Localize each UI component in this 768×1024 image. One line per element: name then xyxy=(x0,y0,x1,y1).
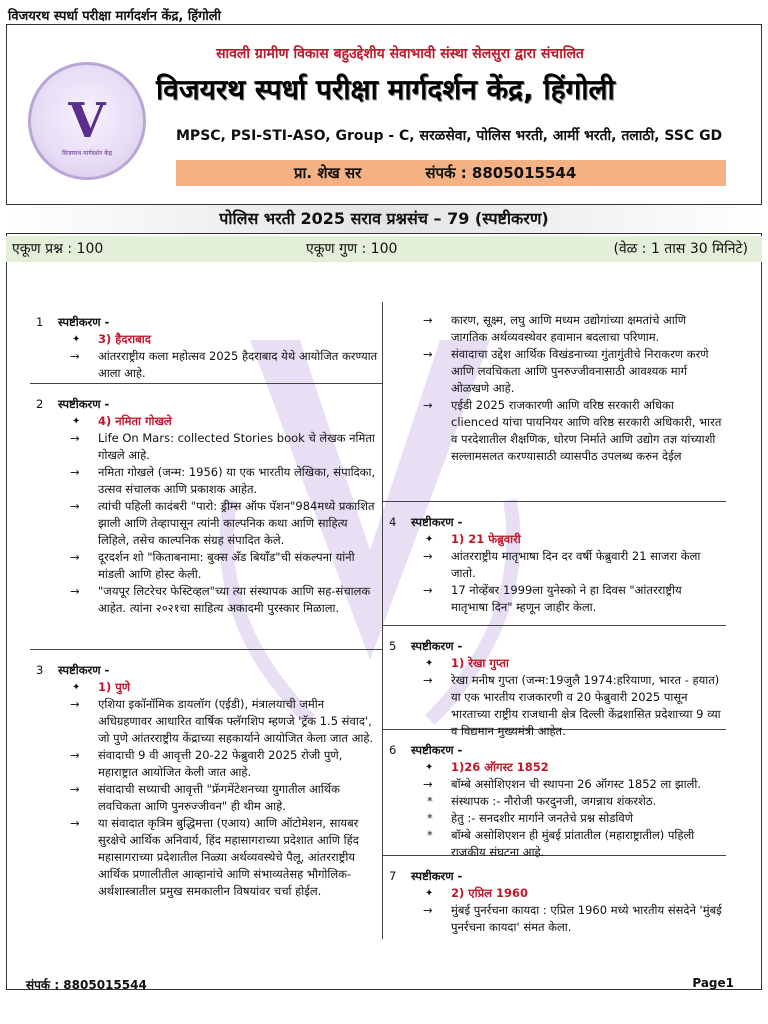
explanation-line: → रेखा मनीष गुप्ता (जन्म:19जुलै 1974:हरियाणा, भारत - हयात) या एक भारतीय राजकारणी व 20 फेब्रुवारी 2025 पासून भारताच्या राष्ट्रीय राजधानी क्षेत्र दिल्ली केंद्रशासित प्रदेशाच्या 9 व्या व विद्यमान मुख्यमंत्री आहेत. xyxy=(383,672,726,740)
explanation-heading: स्पष्टीकरण - xyxy=(411,515,463,529)
explanation-line: * बॉम्बे असोशिएशन ही मुंबई प्रांतातील (महाराष्ट्रातील) पहिली राजकीय संघटना आहे. xyxy=(383,827,726,861)
answer: ✦ 3) हैदराबाद xyxy=(30,331,382,348)
explanation-line: → एईडी 2025 राजकारणी आणि वरिष्ठ सरकारी अधिका clienced यांचा पायनियर आणि वरिष्ठ सरकारी अधिकारी, भारत व परदेशातील शैक्षणिक, धोरण निर्माते आणि उद्योग तज्ञ यांच्याशी सल्लामसलत करण्यासाठी व्यासपीठ उपलब्ध करुन देईल xyxy=(383,397,726,465)
explanation-line: * हेतु :- सनदशीर मार्गाने जनतेचे प्रश्न सोडविणे xyxy=(383,810,726,827)
time-limit: (वेळ : 1 तास 30 मिनिटे) xyxy=(613,241,748,257)
answer: ✦ 1) रेखा गुप्ता xyxy=(383,655,726,672)
explanation-line: → Life On Mars: collected Stories book चे लेखक नमिता गोखले आहे. xyxy=(30,430,382,464)
explanation-line: → संवादाची 9 वी आवृत्ती 20-22 फेब्रुवारी 2025 रोजी पुणे, महाराष्ट्रात आयोजित केली जात आहे. xyxy=(30,747,382,781)
question-number: 7 xyxy=(389,869,397,883)
explanation-line: → आंतरराष्ट्रीय कला महोत्सव 2025 हैदराबाद येथे आयोजित करण्यात आला आहे. xyxy=(30,348,382,382)
logo-text: विजयरथ मार्गदर्शन केंद्र xyxy=(62,150,112,157)
explanation-line: → त्यांची पहिली कादंबरी "पारो: ड्रीम्स ऑफ पॅशन"984मध्ये प्रकाशित झाली आणि तेव्हापासून त्यांनी काल्पनिक कथा आणि साहित्य लिहिले, तसेच काल्पनिक संग्रह संपादित केले. xyxy=(30,498,382,549)
explanation-heading: स्पष्टीकरण - xyxy=(411,743,463,757)
question-block xyxy=(383,502,726,626)
explanation-heading: स्पष्टीकरण - xyxy=(411,639,463,653)
answer: ✦ 4) नमिता गोखले xyxy=(30,413,382,430)
logo xyxy=(28,62,146,180)
answer: ✦ 2) एप्रिल 1960 xyxy=(383,885,726,902)
explanation-line: * संस्थापक :- नौरोजी फरदुनजी, जगन्नाथ शंकरशेठ. xyxy=(383,793,726,810)
question-block xyxy=(383,626,726,738)
org-line: सावली ग्रामीण विकास बहुउद्देशीय सेवाभावी संस्था सेलसुरा द्वारा संचालित xyxy=(216,46,584,62)
contact-number: संपर्क : 8805015544 xyxy=(425,164,577,182)
footer-contact: संपर्क : 8805015544 xyxy=(26,978,147,992)
explanation-line: → 17 नोव्हेंबर 1999ला युनेस्को ने हा दिवस "आंतरराष्ट्रीय मातृभाषा दिन" म्हणून जाहीर केला. xyxy=(383,582,726,616)
institute-title: विजयरथ स्पर्धा परीक्षा मार्गदर्शन केंद्र, हिंगोली xyxy=(156,73,615,106)
explanation-line: → संवादाचा उद्देश आर्थिक विखंडनाच्या गुंतागुंतीचे निराकरण करणे आणि लवचिकता आणि पुनरुज्जीवनासाठी आवश्यक मार्ग ओळखणे आहे. xyxy=(383,346,726,397)
question-block xyxy=(30,384,382,650)
question-block xyxy=(383,730,726,859)
explanation-heading: स्पष्टीकरण - xyxy=(58,315,110,329)
exam-list: MPSC, PSI-STI-ASO, Group - C, सरळसेवा, पोलिस भरती, आर्मी भरती, तलाठी, SSC GD xyxy=(176,128,723,144)
explanation-line: → संवादाची सध्याची आवृत्ती "फ्रॅगमेंटेशनच्या युगातील आर्थिक लवचिकता आणि पुनरुज्जीवन" ही थीम आहे. xyxy=(30,781,382,815)
question-number: 6 xyxy=(389,743,397,757)
question-number: 4 xyxy=(389,515,397,529)
explanation-line: → एशिया इकॉनॉमिक डायलॉग (एईडी), मंत्रालयाची जमीन अधिग्रहणावर आधारित वार्षिक फ्लॅगशिप म्हणजे 'ट्रॅक 1.5 संवाद', जो पुणे आंतरराष्ट्रीय केंद्राच्या सहकार्याने आयोजित केला जात आहे. xyxy=(30,696,382,747)
explanation-line: → आंतरराष्ट्रीय मातृभाषा दिन दर वर्षी फेब्रुवारी 21 साजरा केला जातो. xyxy=(383,548,726,582)
explanation-line: → "जयपूर लिटरेचर फेस्टिव्हल"च्या त्या संस्थापक आणि सह-संचालक आहेत. त्यांना २०२१चा साहित्य अकादमी पुरस्कार मिळाला. xyxy=(30,583,382,617)
logo-letter: V xyxy=(68,93,106,149)
right-column xyxy=(382,302,726,939)
question-number: 5 xyxy=(389,639,397,653)
question-number: 1 xyxy=(36,315,44,329)
teacher-name: प्रा. शेख सर xyxy=(294,164,362,182)
question-number: 2 xyxy=(36,397,44,411)
page-number: Page1 xyxy=(692,976,734,990)
contact-bar xyxy=(176,160,726,186)
total-questions: एकूण प्रश्न : 100 xyxy=(12,241,104,257)
left-column xyxy=(30,302,382,903)
paper-title: पोलिस भरती 2025 सराव प्रश्नसंच – 79 (स्पष्टीकरण) xyxy=(6,204,762,234)
explanation-heading: स्पष्टीकरण - xyxy=(58,663,110,677)
question-continuation xyxy=(383,302,726,502)
question-number: 3 xyxy=(36,663,44,677)
explanation-line: → नमिता गोखले (जन्म: 1956) या एक भारतीय लेखिका, संपादिका, उत्सव संचालक आणि प्रकाशक आहेत. xyxy=(30,464,382,498)
answer: ✦ 1) 21 फेब्रुवारी xyxy=(383,531,726,548)
explanation-line: → बॉम्बे असोशिएशन ची स्थापना 26 ऑगस्ट 1852 ला झाली. xyxy=(383,776,726,793)
explanation-line: → दूरदर्शन शो "किताबनामा: बुक्स अँड बियॉंड"ची संकल्पना यांनी मांडली आणि होस्ट केली. xyxy=(30,549,382,583)
answer: ✦ 1) पुणे xyxy=(30,679,382,696)
explanation-line: → मुंबई पुनर्रचना कायदा : एप्रिल 1960 मध्ये भारतीय संसदेने 'मुंबई पुनर्रचना कायदा' संमत केला. xyxy=(383,902,726,936)
question-block xyxy=(383,856,726,939)
total-marks: एकूण गुण : 100 xyxy=(306,241,398,257)
explanation-heading: स्पष्टीकरण - xyxy=(411,869,463,883)
explanation-heading: स्पष्टीकरण - xyxy=(58,397,110,411)
meta-bar xyxy=(6,236,762,262)
explanation-line: → या संवादात कृत्रिम बुद्धिमत्ता (एआय) आणि ऑटोमेशन, सायबर सुरक्षेचे आर्थिक अनिवार्य, हिंद महासागराच्या प्रदेशात आणि हिंद महासागराच्या प्रदेशातील निळ्या अर्थव्यवस्थेचे पैलू, आंतरराष्ट्रीय आर्थिक प्रणालीतील आव्हानांचे आणि संभाव्यतेसह भौगोलिक-अर्थशास्त्रातील प्रमुख समकालीन विषयांवर चर्चा होईल. xyxy=(30,815,382,900)
question-block xyxy=(30,302,382,384)
document-header-label: विजयरथ स्पर्धा परीक्षा मार्गदर्शन केंद्र, हिंगोली xyxy=(8,9,221,24)
answer: ✦ 1)26 ऑगस्ट 1852 xyxy=(383,759,726,776)
question-block xyxy=(30,650,382,903)
explanation-line: → कारण, सूक्ष्म, लघु आणि मध्यम उद्योगांच्या क्षमतांचे आणि जागतिक अर्थव्यवस्थेवर हवामान बदलाचा परिणाम. xyxy=(383,302,726,346)
